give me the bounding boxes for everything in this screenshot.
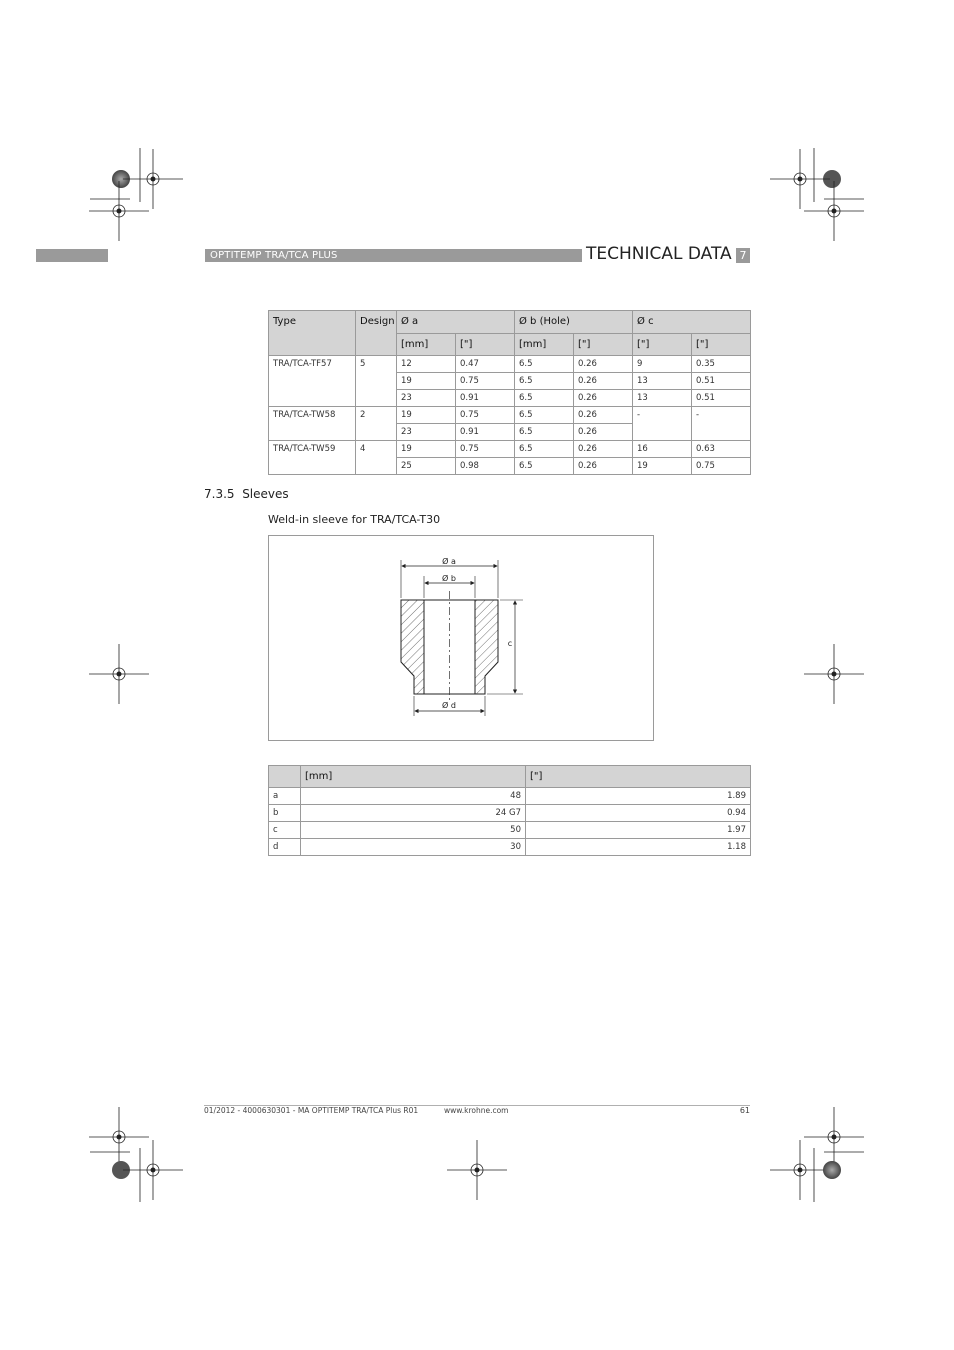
cell: 23 (397, 424, 456, 441)
cell: 19 (397, 441, 456, 458)
cell: 1.89 (526, 788, 751, 805)
footer-website-link[interactable]: www.krohne.com (444, 1106, 509, 1115)
table-header-row (269, 766, 751, 788)
cell: 0.26 (574, 407, 633, 424)
header-bar-left (36, 249, 108, 262)
type-cell: TRA/TCA-TW59 (269, 441, 356, 475)
cell: 19 (397, 407, 456, 424)
cell: 6.5 (515, 373, 574, 390)
cell: 6.5 (515, 424, 574, 441)
cell: 48 (301, 788, 526, 805)
cell: 0.63 (692, 441, 751, 458)
dimension-b-label: Ø b (442, 574, 456, 583)
registration-cross-icon (770, 1140, 830, 1200)
cell: 30 (301, 839, 526, 856)
footer-document-id: 01/2012 - 4000630301 - MA OPTITEMP TRA/TCA Plus R01 (204, 1106, 419, 1115)
cell: 1.18 (526, 839, 751, 856)
row-label: d (269, 839, 301, 856)
cell: 23 (397, 390, 456, 407)
design-cell: 2 (356, 407, 397, 441)
cell: 0.75 (692, 458, 751, 475)
cell: 6.5 (515, 390, 574, 407)
registration-cross-icon (89, 644, 149, 704)
registration-cross-icon (123, 149, 183, 209)
cell: 6.5 (515, 441, 574, 458)
col-a: Ø a (397, 311, 515, 334)
design-cell: 4 (356, 441, 397, 475)
col-c: Ø c (633, 311, 751, 334)
table-row (269, 805, 751, 822)
registration-cross-icon (804, 1107, 864, 1167)
unit-header: ["] (692, 334, 751, 356)
cell: 19 (633, 458, 692, 475)
cell: 6.5 (515, 407, 574, 424)
cell: 0.26 (574, 356, 633, 373)
table-row (269, 788, 751, 805)
registration-cross-icon (123, 1140, 183, 1200)
cell: 6.5 (515, 458, 574, 475)
col-mm: [mm] (301, 766, 526, 788)
dimension-a-label: Ø a (442, 557, 456, 566)
cell: 0.35 (692, 356, 751, 373)
cell: 0.26 (574, 390, 633, 407)
figure-caption: Weld-in sleeve for TRA/TCA-T30 (268, 513, 441, 526)
table-row (269, 441, 751, 458)
section-number: 7.3.5 (204, 487, 235, 501)
section-heading (204, 487, 289, 501)
sleeve-drawing-frame (268, 535, 654, 741)
row-label: b (269, 805, 301, 822)
cell: 0.94 (526, 805, 751, 822)
table-row (269, 839, 751, 856)
cell: 6.5 (515, 356, 574, 373)
page-number: 61 (739, 1106, 750, 1115)
cell: 0.26 (574, 424, 633, 441)
cell: 50 (301, 822, 526, 839)
cell: 0.26 (574, 441, 633, 458)
cell: 0.91 (456, 424, 515, 441)
unit-header: [mm] (515, 334, 574, 356)
registration-cross-icon (447, 1140, 507, 1200)
cell: 9 (633, 356, 692, 373)
cell: 12 (397, 356, 456, 373)
table-row (269, 407, 751, 424)
cell: - (633, 407, 692, 441)
type-cell: TRA/TCA-TW58 (269, 407, 356, 441)
table-row (269, 822, 751, 839)
row-label: c (269, 822, 301, 839)
cell: 0.51 (692, 373, 751, 390)
cell: 19 (397, 373, 456, 390)
sleeve-left-wall (401, 600, 424, 694)
section-title: Sleeves (242, 487, 289, 501)
col-label (269, 766, 301, 788)
cell: 0.98 (456, 458, 515, 475)
table-row (269, 356, 751, 373)
header-product: OPTITEMP TRA/TCA PLUS (210, 250, 338, 261)
header-chapter-number: 7 (736, 248, 750, 263)
col-type: Type (269, 311, 356, 356)
sleeve-right-wall (475, 600, 498, 694)
dimension-c-label: c (507, 639, 513, 648)
row-label: a (269, 788, 301, 805)
registration-cross-icon (804, 181, 864, 241)
type-cell: TRA/TCA-TF57 (269, 356, 356, 407)
cell: 0.26 (574, 373, 633, 390)
cell: 0.51 (692, 390, 751, 407)
cell: 25 (397, 458, 456, 475)
cell: 0.75 (456, 373, 515, 390)
cell: 0.91 (456, 390, 515, 407)
cell: 24 G7 (301, 805, 526, 822)
cell: 0.75 (456, 407, 515, 424)
cell: - (692, 407, 751, 441)
registration-cross-icon (804, 644, 864, 704)
cell: 0.26 (574, 458, 633, 475)
design-cell: 5 (356, 356, 397, 407)
cell: 0.47 (456, 356, 515, 373)
registration-cross-icon (770, 149, 830, 209)
sleeve-dimensions-table (268, 765, 751, 856)
col-b: Ø b (Hole) (515, 311, 633, 334)
sleeve-drawing (269, 536, 655, 742)
unit-header: ["] (456, 334, 515, 356)
header-section-title: TECHNICAL DATA (586, 244, 732, 264)
cell: 13 (633, 390, 692, 407)
col-inch: ["] (526, 766, 751, 788)
dimensions-table (268, 310, 751, 475)
unit-header: ["] (633, 334, 692, 356)
cell: 13 (633, 373, 692, 390)
table-header-row (269, 311, 751, 334)
dimension-d-label: Ø d (442, 701, 456, 710)
cell: 16 (633, 441, 692, 458)
col-design: Design (356, 311, 397, 356)
unit-header: ["] (574, 334, 633, 356)
cell: 1.97 (526, 822, 751, 839)
unit-header: [mm] (397, 334, 456, 356)
registration-dot-icon (823, 1161, 841, 1179)
cell: 0.75 (456, 441, 515, 458)
